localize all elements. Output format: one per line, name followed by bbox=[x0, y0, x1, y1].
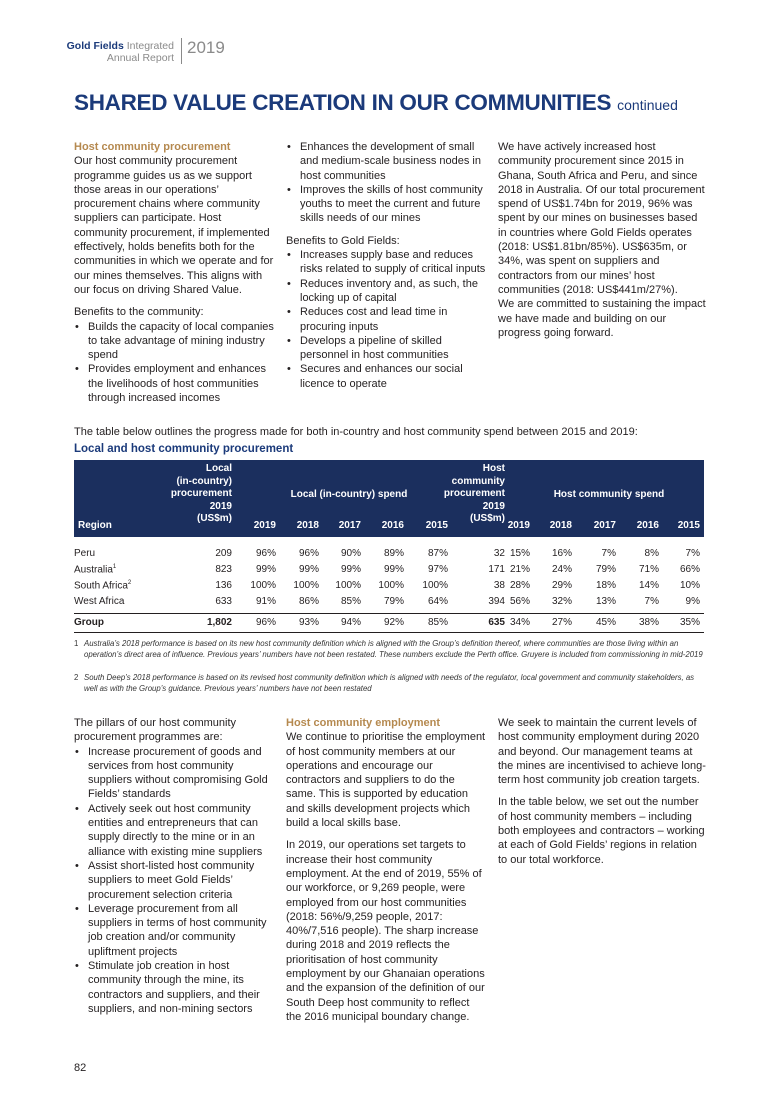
paragraph: Our host community procurement programme guides us as we support those areas in our operations’ procurement chains where community suppliers can participate. Host community procurement, if implemented effectively, holds benefits both for the communities in which we operate and for our mines themselves. This aligns with our focus on driving Shared Value. bbox=[74, 155, 274, 296]
page-number: 82 bbox=[74, 1062, 87, 1074]
list-item: • Stimulate job creation in host community through the mine, its contractors and suppliers, and their suppliers, and non-mining sectors bbox=[74, 959, 274, 1016]
report-header bbox=[60, 40, 174, 64]
col-header-year: 2017 bbox=[593, 520, 616, 531]
col-header-year: 2015 bbox=[425, 520, 448, 531]
paragraph: In 2019, our operations set targets to increase their host community employment. At the end of 2019, 55% of our workforce, or 9,269 people, were employed from our host communities (2018: 56%/9,259 people, 2017: 40%/7,516 people). The sharp increase during 2018 and 2019 reflects the prioritisation of host community employment by our Ghanaian operations and the expansion of the definition of our South Deep host community to reflect the 2016 municipal boundary change. bbox=[286, 839, 485, 1023]
paragraph: We seek to maintain the current levels of host community employment during 2020 and beyond. Our management teams at the mines are incentivised to achieve long-term host community job creation targets. bbox=[498, 717, 706, 787]
col-header-year: 2016 bbox=[381, 520, 404, 531]
col-header-local-spend: Local (in-country) spend bbox=[290, 489, 408, 500]
region-cell: Peru bbox=[74, 548, 96, 559]
region-cell: South Africa$^2$ bbox=[74, 580, 132, 592]
table-row: West Africa 633 91% 86% 85% 79% 64% 394 56% 32% 13% 7% 9% bbox=[74, 596, 700, 607]
col-header-year: 2017 bbox=[338, 520, 361, 531]
paragraph: In the table below, we set out the number of host community members – including both employees and contractors – working at each of Gold Fields’ regions in relation to our total workforce. bbox=[498, 796, 705, 866]
title-main: SHARED VALUE CREATION IN OUR COMMUNITIES bbox=[74, 90, 612, 115]
col-header-year: 2016 bbox=[636, 520, 659, 531]
footnote-1: 1 Australia’s 2018 performance is based on its new host community definition which is aligned with the Group’s definition thereof, where communities are those living within an operation’s direct area of influence. Previous years’ numbers have not been restated. These numbers exclude the Perth office. Gruyere is included from commissioning in mid-2019 bbox=[74, 639, 703, 659]
col-header-local-procurement: Local (in-country) procurement 2019 (US$m) bbox=[170, 463, 232, 524]
pillars-lead: The pillars of our host community procurement programmes are: bbox=[74, 717, 237, 744]
bottom-column-2 bbox=[286, 716, 486, 1032]
section-heading-employment: Host community employment bbox=[286, 717, 441, 729]
col-header-year: 2015 bbox=[677, 520, 700, 531]
col-header-year: 2019 bbox=[253, 520, 276, 531]
table-row: South Africa$^2$ 136 100% 100% 100% 100% 100% 38 28% 29% 18% 14% 10% bbox=[74, 580, 700, 592]
benefits-gold-fields-label: Benefits to Gold Fields: bbox=[286, 234, 400, 247]
report-line2: Annual Report bbox=[106, 52, 174, 64]
col-header-year: 2018 bbox=[549, 520, 572, 531]
list-item: • Increase procurement of goods and services from host community suppliers without compromising Gold Fields’ standards bbox=[74, 745, 274, 802]
benefits-community-label: Benefits to the community: bbox=[74, 306, 204, 319]
list-item: • Enhances the development of small and medium-scale business nodes in host communities bbox=[286, 140, 486, 183]
top-column-3 bbox=[498, 140, 708, 348]
benefits-community-list bbox=[74, 320, 274, 406]
table-intro: The table below outlines the progress made for both in-country and host community spend between 2015 and 2019: bbox=[74, 426, 638, 438]
col-header-region: Region bbox=[78, 520, 112, 531]
brand-name: Gold Fields bbox=[66, 40, 124, 52]
table-title: Local and host community procurement bbox=[74, 443, 294, 455]
list-item: • Builds the capacity of local companies to take advantage of mining industry spend bbox=[74, 320, 274, 363]
list-item: • Leverage procurement from all suppliers in terms of host community job creation and/or community upliftment projects bbox=[74, 902, 274, 959]
col-header-year: 2019 bbox=[507, 520, 530, 531]
section-heading-procurement: Host community procurement bbox=[74, 141, 231, 153]
header-divider bbox=[181, 38, 182, 64]
table-row: Peru 209 96% 96% 90% 89% 87% 32 15% 16% 7% 8% 7% bbox=[74, 548, 700, 559]
list-item: • Develops a pipeline of skilled personnel in host communities bbox=[286, 334, 486, 363]
table-row-group-total: Group 1,802 96% 93% 94% 92% 85% 635 34% 27% 45% 38% 35% bbox=[74, 613, 704, 633]
top-column-2 bbox=[286, 140, 486, 399]
title-suffix: continued bbox=[617, 97, 678, 113]
col-header-year: 2018 bbox=[296, 520, 319, 531]
paragraph: We have actively increased host community procurement since 2015 in Ghana, South Africa and Peru, and since 2018 in Australia. Of our total procurement spend of US$1.74bn for 2019, 96% was spent by our mines on businesses based in countries where Gold Fields operates (2018: US$1.81bn/85%). US$635m, or 34%, was spent on suppliers and contractors from our mines’ host communities (2018: US$441m/27%). bbox=[498, 141, 705, 296]
paragraph: We are committed to sustaining the impact we have made and building on our progress going forward. bbox=[498, 298, 706, 339]
list-item: • Assist short-listed host community suppliers to meet Gold Fields’ procurement selection criteria bbox=[74, 859, 274, 902]
list-item: • Reduces inventory and, as such, the locking up of capital bbox=[286, 277, 486, 306]
list-item: • Increases supply base and reduces risks related to supply of critical inputs bbox=[286, 248, 486, 277]
benefits-community-list-cont bbox=[286, 140, 486, 226]
list-item: • Improves the skills of host community youths to meet the current and future skills needs of our mines bbox=[286, 183, 486, 226]
list-item: • Actively seek out host community entities and entrepreneurs that can supply directly to the mine or in an alliance with existing mine suppliers bbox=[74, 802, 274, 859]
report-line1: Integrated bbox=[126, 40, 174, 52]
table-header bbox=[74, 460, 704, 537]
col-header-host-procurement: Host community procurement 2019 (US$m) bbox=[443, 463, 505, 524]
top-column-1 bbox=[74, 140, 274, 413]
paragraph: We continue to prioritise the employment of host community members at our operations and encourage our contractors and suppliers to do the same. This is supported by education and skills development projects which build a local skills base. bbox=[286, 731, 486, 830]
footnote-2: 2 South Deep’s 2018 performance is based on its revised host community definition which is aligned with needs of the regulator, local government and community stakeholders, as well as with the Group’s guidance. Previous years’ numbers have not been restated bbox=[74, 673, 695, 693]
pillars-list bbox=[74, 745, 274, 1017]
region-cell: West Africa bbox=[74, 596, 125, 607]
table-row: Australia$^1$ 823 99% 99% 99% 99% 97% 171 21% 24% 79% 71% 66% bbox=[74, 564, 700, 576]
page-title bbox=[74, 90, 678, 116]
report-year: 2019 bbox=[187, 38, 225, 57]
benefits-gold-fields-list bbox=[286, 248, 486, 391]
bottom-column-1 bbox=[74, 716, 274, 1024]
region-cell: Group bbox=[74, 617, 104, 628]
list-item: • Provides employment and enhances the livelihoods of host communities through increased incomes bbox=[74, 362, 274, 405]
col-header-host-spend: Host community spend bbox=[553, 489, 665, 500]
bottom-column-3 bbox=[498, 716, 708, 875]
region-cell: Australia$^1$ bbox=[74, 564, 117, 576]
list-item: • Reduces cost and lead time in procuring inputs bbox=[286, 305, 486, 334]
list-item: • Secures and enhances our social licence to operate bbox=[286, 362, 486, 391]
